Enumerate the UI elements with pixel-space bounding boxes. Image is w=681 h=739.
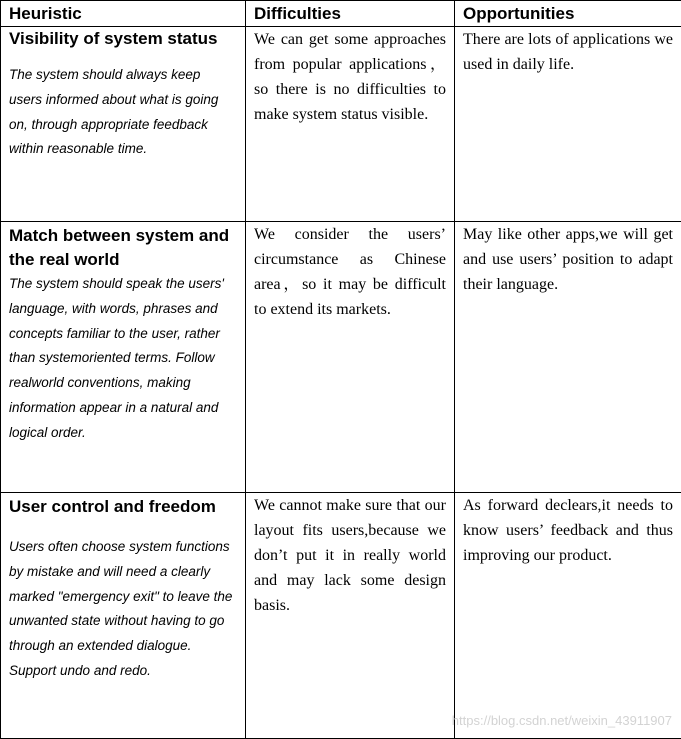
table-row — [1, 493, 681, 739]
difficulties-cell: We cannot make sure that our layout fits users,because we don’t put it in really world and may lack some design basis. — [246, 493, 455, 739]
header-opportunities: Opportunities — [455, 1, 681, 27]
watermark: https://blog.csdn.net/weixin_43911907 — [452, 713, 672, 728]
heuristic-title: User control and freedom — [9, 493, 237, 519]
opportunities-cell: There are lots of applications we used in daily life. — [455, 27, 681, 222]
opportunities-cell: May like other apps,we will get and use users’ position to adapt their language. — [455, 222, 681, 493]
heuristic-title: Visibility of system status — [9, 27, 237, 51]
table-row — [1, 222, 681, 493]
heuristic-cell — [1, 222, 246, 493]
header-heuristic: Heuristic — [1, 1, 246, 27]
difficulties-cell: We can get some approaches from popular applications，so there is no difficulties to make system status visible. — [246, 27, 455, 222]
header-row — [1, 1, 681, 27]
heuristic-description: Users often choose system functions by mistake and will need a clearly marked "emergency exit" to leave the unwanted state without having to go through an extended dialogue. Support undo and redo. — [9, 535, 237, 684]
heuristic-cell — [1, 493, 246, 739]
difficulties-cell: We consider the users’ circumstance as Chinese area，so it may be difficult to extend its markets. — [246, 222, 455, 493]
header-difficulties: Difficulties — [246, 1, 455, 27]
opportunities-cell: As forward declears,it needs to know users’ feedback and thus improving our product. — [455, 493, 681, 739]
table-row — [1, 27, 681, 222]
heuristic-description: The system should speak the users' language, with words, phrases and concepts familiar to the user, rather than systemoriented terms. Follow realworld conventions, making information appear in a natural and logical order. — [9, 272, 237, 446]
heuristic-title: Match between system and the real world — [9, 222, 237, 272]
heuristic-cell — [1, 27, 246, 222]
heuristic-description: The system should always keep users informed about what is going on, through appropriate feedback within reasonable time. — [9, 63, 237, 162]
